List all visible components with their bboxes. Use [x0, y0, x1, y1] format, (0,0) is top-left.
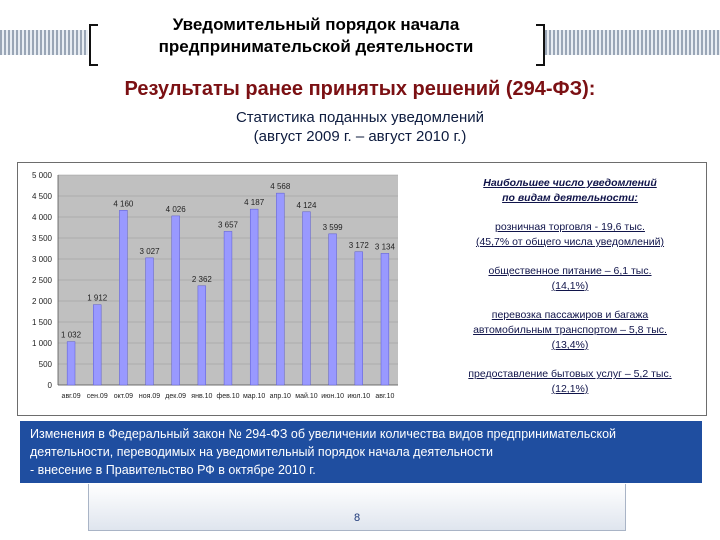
- y-tick-label: 5 000: [31, 171, 52, 180]
- activity-summary: [452, 176, 688, 411]
- activity-item-transport: [452, 308, 688, 353]
- activity-item-line: перевозка пассажиров и багажа: [491, 309, 649, 321]
- activity-item-catering: [452, 264, 688, 294]
- activity-item-line: предоставление бытовых услуг – 5,2 тыс.: [468, 368, 672, 380]
- x-tick-label: сен.09: [86, 393, 108, 400]
- section-subtitle: Результаты ранее принятых решений (294-ФЗ):: [124, 78, 596, 100]
- activity-heading-line2: по видам деятельности:: [502, 192, 638, 204]
- y-tick-label: 2 500: [31, 276, 52, 285]
- y-tick-label: 3 500: [31, 234, 52, 243]
- bar-value-label: 3 172: [348, 240, 369, 250]
- bar-value-label: 3 134: [374, 242, 395, 252]
- bar: [355, 252, 363, 385]
- page-number: 8: [353, 512, 361, 524]
- y-tick-label: 1 500: [31, 318, 52, 327]
- bar: [276, 193, 284, 385]
- bar-value-label: 2 362: [191, 274, 212, 284]
- bar-value-label: 4 160: [113, 199, 134, 209]
- x-tick-label: мар.10: [242, 393, 266, 400]
- bar: [303, 212, 311, 385]
- bar: [329, 234, 337, 385]
- bar: [119, 210, 127, 385]
- chart-caption-line2: (август 2009 г. – август 2010 г.): [253, 128, 467, 145]
- bar: [224, 231, 232, 385]
- chart-caption: [0, 108, 720, 146]
- activity-heading-line1: Наибольшее число уведомлений: [483, 177, 657, 189]
- y-tick-label: 3 000: [31, 255, 52, 264]
- bar: [381, 253, 389, 385]
- law-note-line1: Изменения в Федеральный закон № 294-ФЗ об увеличении количества видов предпринимательской: [30, 427, 617, 441]
- slide-title: [100, 14, 532, 58]
- activity-item-line: розничная торговля - 19,6 тыс.: [495, 221, 645, 233]
- bar-value-label: 4 568: [270, 182, 291, 192]
- bar: [172, 216, 180, 385]
- slide-title-line2: предпринимательской деятельности: [158, 37, 474, 56]
- x-tick-label: май.10: [295, 393, 318, 400]
- law-note-line3: - внесение в Правительство РФ в октябре 2010 г.: [30, 463, 316, 477]
- x-tick-label: июн.10: [321, 393, 344, 400]
- header-bracket-right: [536, 24, 545, 66]
- y-tick-label: 1 000: [31, 339, 52, 348]
- activity-item-line: (13,4%): [551, 339, 589, 351]
- bar-value-label: 4 187: [244, 198, 265, 208]
- activity-item-services: [452, 367, 688, 397]
- law-note-line2: деятельности, переводимых на уведомительный порядок начала деятельности: [30, 445, 493, 459]
- activity-item-line: общественное питание – 6,1 тыс.: [488, 265, 652, 277]
- x-tick-label: июл.10: [347, 393, 371, 400]
- y-tick-label: 4 000: [31, 213, 52, 222]
- header-decor-right: [545, 30, 720, 55]
- activity-item-line: (45,7% от общего числа уведомлений): [475, 236, 665, 248]
- bar-value-label: 4 124: [296, 200, 317, 210]
- bar: [250, 209, 258, 385]
- bar: [67, 342, 75, 385]
- x-tick-label: ноя.09: [138, 393, 161, 400]
- x-tick-label: дек.09: [165, 393, 187, 400]
- activity-item-retail: [452, 220, 688, 250]
- y-tick-label: 2 000: [31, 297, 52, 306]
- bar: [198, 286, 206, 385]
- slide-title-line1: Уведомительный порядок начала: [172, 15, 460, 34]
- y-tick-label: 500: [38, 360, 52, 369]
- x-tick-label: апр.10: [269, 393, 291, 400]
- chart-caption-line1: Статистика поданных уведомлений: [235, 109, 485, 126]
- activity-summary-heading: [452, 176, 688, 206]
- header-decor-left: [0, 30, 88, 55]
- activity-item-line: (12,1%): [551, 383, 589, 395]
- bar-value-label: 3 657: [217, 220, 239, 230]
- header-bracket-left: [89, 24, 98, 66]
- activity-item-line: автомобильным транспортом – 5,8 тыс.: [473, 324, 667, 336]
- activity-item-line: (14,1%): [551, 280, 589, 292]
- bar: [146, 258, 154, 385]
- footer-panel: [88, 484, 626, 531]
- x-tick-label: окт.09: [113, 393, 133, 400]
- x-tick-label: фев.10: [216, 393, 240, 400]
- y-tick-label: 4 500: [31, 192, 52, 201]
- bar-value-label: 4 026: [165, 204, 186, 214]
- bar-value-label: 1 032: [61, 330, 82, 340]
- bar: [93, 305, 101, 385]
- bar-value-label: 1 912: [87, 293, 108, 303]
- x-tick-label: авг.10: [375, 393, 395, 400]
- x-tick-label: авг.09: [61, 393, 81, 400]
- law-change-note: [20, 421, 702, 483]
- bar-value-label: 3 027: [139, 246, 160, 256]
- bar-value-label: 3 599: [322, 222, 343, 232]
- x-tick-label: янв.10: [191, 393, 213, 400]
- y-tick-label: 0: [47, 381, 52, 390]
